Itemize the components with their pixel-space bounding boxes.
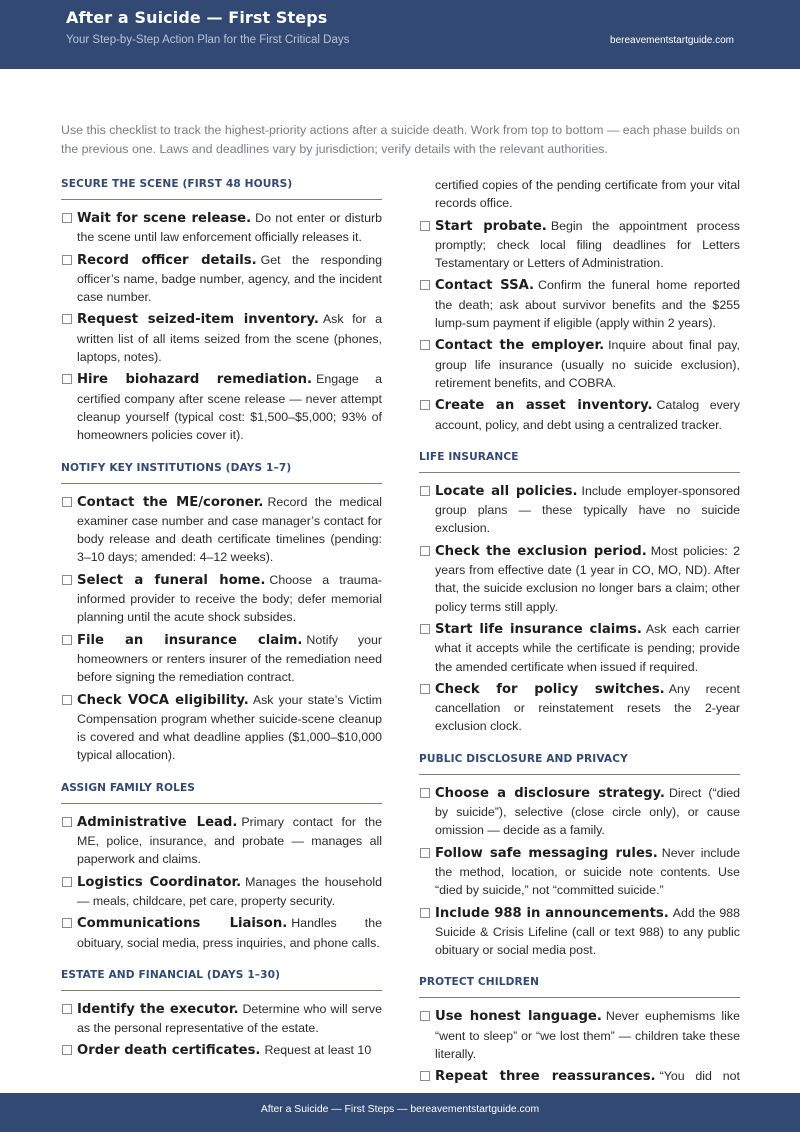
item-text: Manages the household — meals, childcare, pet care, property security.	[77, 874, 382, 908]
item-text: Never include the method, location, or suicide note contents. Use “died by suicide,” not “committed suicide.”	[435, 845, 740, 898]
checkbox[interactable]	[62, 497, 72, 507]
item-text: Never euphemisms like “went to sleep” or “we lost them” — children take these literally.	[435, 1009, 740, 1061]
checklist-item	[61, 370, 382, 444]
page-header	[0, 0, 800, 69]
item-continuation: certified copies of the pending certificate from your vital records office.	[435, 178, 740, 211]
checklist-item	[61, 1000, 382, 1038]
checkbox[interactable]	[420, 684, 430, 694]
item-text: “You did not	[659, 1069, 740, 1084]
checkbox[interactable]	[62, 635, 72, 645]
section-heading-children: PROTECT CHILDREN	[419, 974, 740, 998]
document-subtitle: Your Step-by-Step Action Plan for the First Critical Days	[66, 34, 350, 46]
checklist-item	[61, 251, 382, 307]
checkbox[interactable]	[420, 1071, 430, 1081]
checkbox[interactable]	[420, 848, 430, 858]
item-text: Any recent cancellation or reinstatement resets the 2-year exclusion clock.	[435, 681, 741, 734]
section-heading-scene: SECURE THE SCENE (FIRST 48 HOURS)	[61, 176, 382, 200]
checklist-item	[61, 873, 382, 911]
item-text: Include employer-sponsored group plans — these typically have no suicide exclusion.	[435, 483, 740, 536]
item-text: Choose a trauma-informed provider to receive the body; defer memorial planning until the acute shock subsides.	[77, 572, 382, 625]
item-title: Record officer details.	[77, 252, 257, 268]
checkbox[interactable]	[420, 400, 430, 410]
checkbox[interactable]	[420, 908, 430, 918]
item-title: Locate all policies.	[435, 483, 578, 499]
item-title: Select a funeral home.	[77, 572, 266, 588]
item-text: Request at least 10	[264, 1043, 372, 1058]
checklist-item	[61, 571, 382, 627]
item-title: Contact the employer.	[435, 338, 605, 354]
item-text: Most policies: 2 years from effective date (1 year in CO, MO, ND). After that, the suicide exclusion no longer bars a claim; other policy terms still apply.	[435, 543, 740, 614]
item-title: Administrative Lead.	[77, 814, 238, 830]
checkbox[interactable]	[62, 877, 72, 887]
item-title: Repeat three reassurances.	[435, 1069, 656, 1085]
item-title: Check the exclusion period.	[435, 543, 647, 559]
section-heading-estate: ESTATE AND FINANCIAL (DAYS 1–30)	[61, 967, 382, 991]
checklist-item	[61, 631, 382, 687]
item-title: Use honest language.	[435, 1009, 602, 1025]
site-link[interactable]: bereavementstartguide.com	[610, 35, 734, 46]
item-title: Order death certificates.	[77, 1043, 261, 1059]
checklist-item	[419, 542, 740, 616]
item-text: Do not enter or disturb the scene until law enforcement officially releases it.	[77, 211, 382, 245]
item-title: Hire biohazard remediation.	[77, 372, 313, 388]
item-title: Logistics Coordinator.	[77, 874, 242, 890]
checkbox[interactable]	[62, 1004, 72, 1014]
checklist-item	[61, 914, 382, 952]
item-text: Inquire about final pay, group life insurance (usually no suicide exclusion), retirement benefits, and COBRA.	[435, 338, 740, 390]
checklist-item	[419, 217, 740, 273]
checkbox[interactable]	[420, 221, 430, 231]
left-column	[61, 176, 382, 1065]
checklist-item	[61, 493, 382, 567]
checkbox[interactable]	[420, 546, 430, 556]
intro-paragraph: Use this checklist to track the highest-priority actions after a suicide death. Work from top to bottom — each phase builds on the previous one. Laws and deadlines vary by jurisdiction; verify details with the relevant authorities.	[61, 123, 740, 156]
item-text: Add the 988 Suicide & Crisis Lifeline (call or text 988) to any public obituary or social media post.	[435, 905, 740, 958]
checklist-item	[61, 691, 382, 765]
checklist-item	[419, 1007, 740, 1063]
checkbox[interactable]	[420, 788, 430, 798]
item-text: Direct (“died by suicide”), selective (close circle only), or cause omission — decide as a family.	[435, 785, 740, 838]
item-title: Start probate.	[435, 218, 547, 234]
item-text: Confirm the funeral home reported the death; ask about survivor benefits and the $255 lump-sum payment if eligible (apply within 2 years).	[435, 278, 740, 331]
checkbox[interactable]	[62, 695, 72, 705]
checkbox[interactable]	[420, 1011, 430, 1021]
item-title: Follow safe messaging rules.	[435, 845, 658, 861]
checkbox[interactable]	[62, 575, 72, 585]
checkbox[interactable]	[62, 918, 72, 928]
page-footer: After a Suicide — First Steps — bereavementstartguide.com	[0, 1093, 800, 1132]
item-title: Request seized-item inventory.	[77, 312, 319, 328]
item-text: Ask for a written list of all items seized from the scene (phones, laptops, notes).	[77, 312, 382, 365]
item-title: Start life insurance claims.	[435, 621, 642, 637]
checklist-item	[419, 336, 740, 392]
item-title: Identify the executor.	[77, 1001, 239, 1017]
checkbox[interactable]	[62, 817, 72, 827]
section-heading-privacy: PUBLIC DISCLOSURE AND PRIVACY	[419, 751, 740, 775]
item-text: Primary contact for the ME, police, insurance, and probate — manages all paperwork and claims.	[77, 814, 382, 867]
item-title: Check for policy switches.	[435, 681, 665, 697]
checkbox[interactable]	[420, 486, 430, 496]
item-text: Determine who will serve as the personal representative of the estate.	[77, 1001, 382, 1036]
checkbox[interactable]	[62, 255, 72, 265]
checklist-item	[419, 904, 740, 960]
item-text: Ask your state’s Victim Compensation program whether suicide-scene cleanup is covered and what deadline applies ($1,000–$10,000 typical allocation).	[77, 692, 382, 763]
item-text: Get the responding officer’s name, badge number, agency, and the incident case number.	[77, 252, 382, 305]
checkbox[interactable]	[420, 624, 430, 634]
section-heading-roles: ASSIGN FAMILY ROLES	[61, 780, 382, 804]
checklist-item	[61, 209, 382, 247]
checkbox[interactable]	[420, 280, 430, 290]
checkbox[interactable]	[62, 314, 72, 324]
checklist-item	[419, 844, 740, 900]
section-heading-life-insurance: LIFE INSURANCE	[419, 449, 740, 473]
item-text: Catalog every account, policy, and debt using a centralized tracker.	[435, 398, 741, 432]
item-title: Communications Liaison.	[77, 916, 288, 932]
checkbox[interactable]	[62, 374, 72, 384]
document-title: After a Suicide — First Steps	[66, 8, 328, 27]
checklist-item	[61, 813, 382, 869]
item-title: Check VOCA eligibility.	[77, 692, 249, 708]
item-title: Wait for scene release.	[77, 211, 252, 226]
right-column	[419, 176, 740, 1109]
item-title: Contact the ME/coroner.	[77, 494, 264, 510]
item-title: Contact SSA.	[435, 278, 535, 294]
item-text: Notify your homeowners or renters insurer of the remediation need before signing the remediation contract.	[77, 632, 383, 685]
section-heading-institutions: NOTIFY KEY INSTITUTIONS (DAYS 1–7)	[61, 460, 382, 484]
item-text: Ask each carrier what it accepts while the certificate is pending; provide the amended certificate when issued if required.	[435, 621, 740, 674]
item-text: Record the medical examiner case number and case manager’s contact for body release and death certificate timelines (pending: 3–10 days; amended: 4–12 weeks).	[77, 494, 382, 565]
checklist-item	[61, 1041, 382, 1060]
checklist-item	[419, 680, 740, 736]
item-title: File an insurance claim.	[77, 632, 303, 648]
checklist-item	[419, 482, 740, 538]
item-text: Handles the obituary, social media, press inquiries, and phone calls.	[77, 916, 382, 950]
item-title: Include 988 in announcements.	[435, 905, 669, 921]
item-title: Choose a disclosure strategy.	[435, 785, 665, 801]
checkbox[interactable]	[420, 340, 430, 350]
checklist-item	[419, 784, 740, 840]
checkbox[interactable]	[62, 213, 72, 223]
checklist-item	[61, 310, 382, 366]
item-text: Engage a certified company after scene release — never attempt cleanup yourself (typical cost: $1,500–$5,000; 93% of homeowners policies cover it).	[77, 372, 382, 443]
checklist-item	[419, 396, 740, 434]
item-title: Create an asset inventory.	[435, 398, 653, 414]
checklist-item	[419, 620, 740, 676]
checkbox[interactable]	[62, 1045, 72, 1055]
checklist-item	[419, 276, 740, 332]
item-text: Begin the appointment process promptly; check local filing deadlines for Letters Testamentary or Letters of Administration.	[435, 218, 741, 271]
